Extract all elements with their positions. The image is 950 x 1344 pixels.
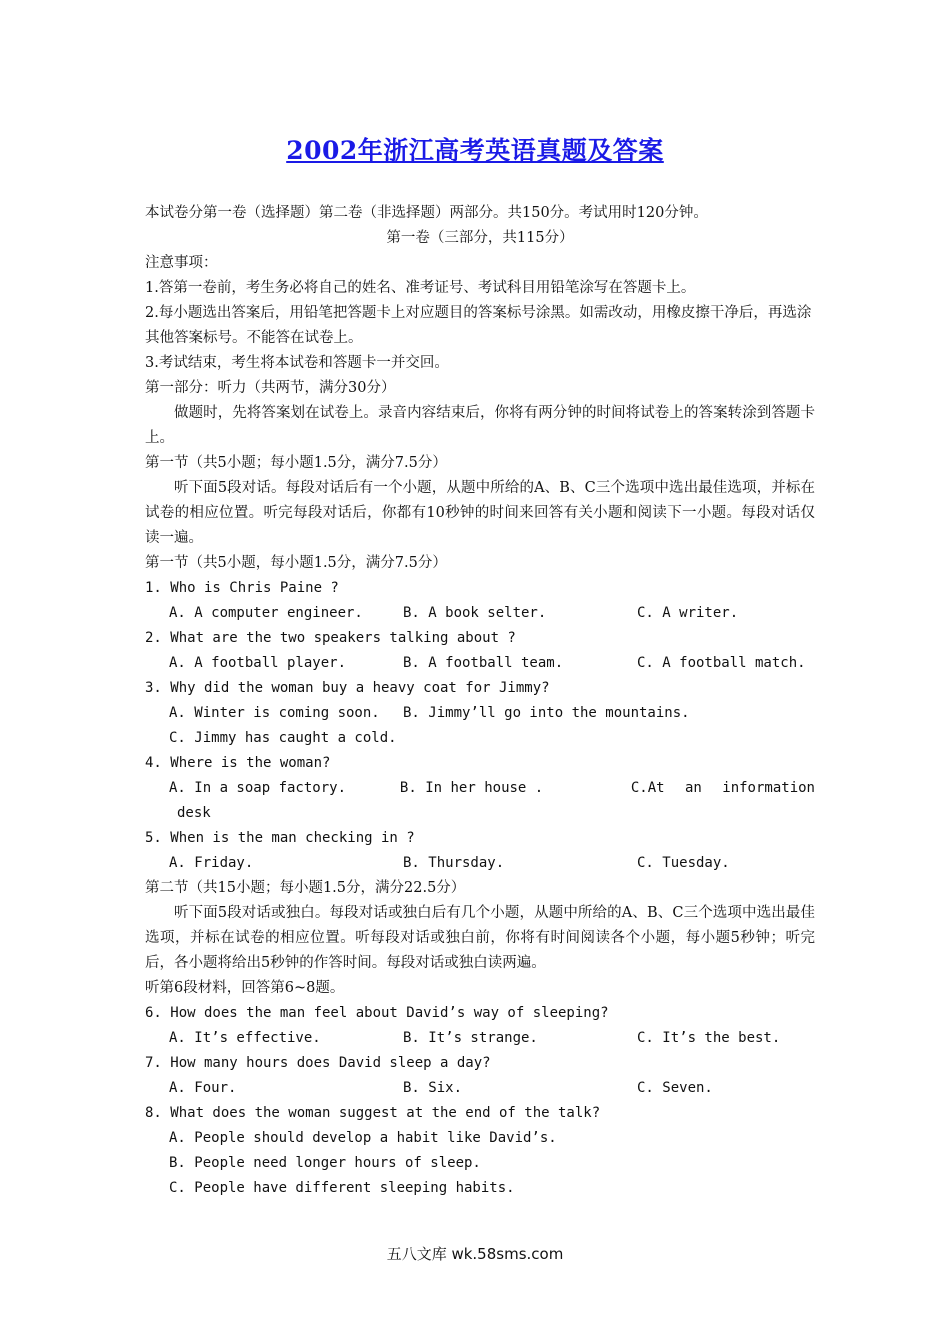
option-b: B. People need longer hours of sleep. [169,1155,481,1171]
section1-instructions: 听下面5段对话。每段对话后有一个小题，从题中所给的A、B、C三个选项中选出最佳选项，并标在试卷的相应位置。听完每段对话后，你都有10秒钟的时间来回答有关小题和阅读下一小题。每段对话仅读一遍。 [145,480,815,546]
option-b: B. A book selter. [403,605,547,621]
question-stem: 7. How many hours does David sleep a day? [145,1055,491,1071]
option-b: B. Thursday. [403,855,505,871]
question-options [145,1076,815,1101]
option-a: A. A football player. [169,655,347,671]
option-c: C. A writer. [637,605,739,621]
question-stem: 4. Where is the woman? [145,755,331,771]
option-c: C. A football match. [637,655,806,671]
option-c: C. It’s the best. [637,1030,781,1046]
option-a: A. People should develop a habit like David’s. [169,1130,557,1146]
footer-watermark: 五八文库 wk.58sms.com [386,1245,564,1263]
page-title[interactable]: 2002年浙江高考英语真题及答案 [286,136,664,165]
part1-instructions: 做题时，先将答案划在试卷上。录音内容结束后，你将有两分钟的时间将试卷上的答案转涂到答题卡上。 [145,405,815,446]
question-options [145,851,815,876]
question-stem: 8. What does the woman suggest at the end of the talk? [145,1105,601,1121]
option-c: C.At an information [630,780,815,796]
question-options [145,651,815,676]
section2-instructions: 听下面5段对话或独白。每段对话或独白后有几个小题，从题中所给的A、B、C三个选项中选出最佳选项，并标在试卷的相应位置。听每段对话或独白前，你将有时间阅读各个小题，每小题5秒钟；听完后，各小题将给出5秒钟的作答时间。每段对话或独白读两遍。 [145,905,815,971]
material-heading: 听第6段材料，回答第6~8题。 [145,980,345,996]
question-stem: 1. Who is Chris Paine ? [145,580,339,596]
question-stem: 6. How does the man feel about David’s way of sleeping? [145,1005,609,1021]
question-stem: 2. What are the two speakers talking about ? [145,630,516,646]
section2-heading: 第二节（共15小题；每小题1.5分，满分22.5分） [145,880,466,896]
question-options [145,701,815,726]
document-body [145,201,815,1201]
notes-heading: 注意事项： [145,255,218,271]
option-c: C. Tuesday. [637,855,730,871]
option-a: A. Four. [169,1080,237,1096]
option-a: A. In a soap factory. [169,780,347,796]
question-options [145,1026,815,1051]
option-a: A. It’s effective. [169,1030,321,1046]
option-b: B. It’s strange. [403,1030,538,1046]
option-c: C. Seven. [637,1080,713,1096]
option-a: A. Winter is coming soon. [169,705,380,721]
note-item: 1.答第一卷前，考生务必将自己的姓名、准考证号、考试科目用铅笔涂写在答题卡上。 [145,280,696,296]
part1-heading: 第一部分：听力（共两节，满分30分） [145,380,396,396]
option-b: B. Six. [403,1080,463,1096]
option-c: C. People have different sleeping habits. [169,1180,515,1196]
option-b: B. A football team. [403,655,564,671]
volume-heading: 第一卷（三部分，共115分） [386,230,574,246]
note-item: 2.每小题选出答案后，用铅笔把答题卡上对应题目的答案标号涂黑。如需改动，用橡皮擦干净后，再选涂其他答案标号。不能答在试卷上。 [145,305,812,346]
option-b: B. In her house . [399,780,544,796]
question-options [145,601,815,626]
intro-text: 本试卷分第一卷（选择题）第二卷（非选择题）两部分。共150分。考试用时120分钟。 [145,205,708,221]
question-options [145,776,815,801]
option-b: B. Jimmy’ll go into the mountains. [403,705,690,721]
note-item: 3.考试结束，考生将本试卷和答题卡一并交回。 [145,355,449,371]
question-stem: 5. When is the man checking in ? [145,830,415,846]
option-c-continuation: desk [177,805,211,821]
option-a: A. Friday. [169,855,254,871]
question-stem: 3. Why did the woman buy a heavy coat for Jimmy? [145,680,550,696]
option-c: C. Jimmy has caught a cold. [169,730,397,746]
section1-heading: 第一节（共5小题；每小题1.5分，满分7.5分） [145,455,447,471]
section1-heading-repeat: 第一节（共5小题，每小题1.5分，满分7.5分） [145,555,447,571]
option-a: A. A computer engineer. [169,605,363,621]
